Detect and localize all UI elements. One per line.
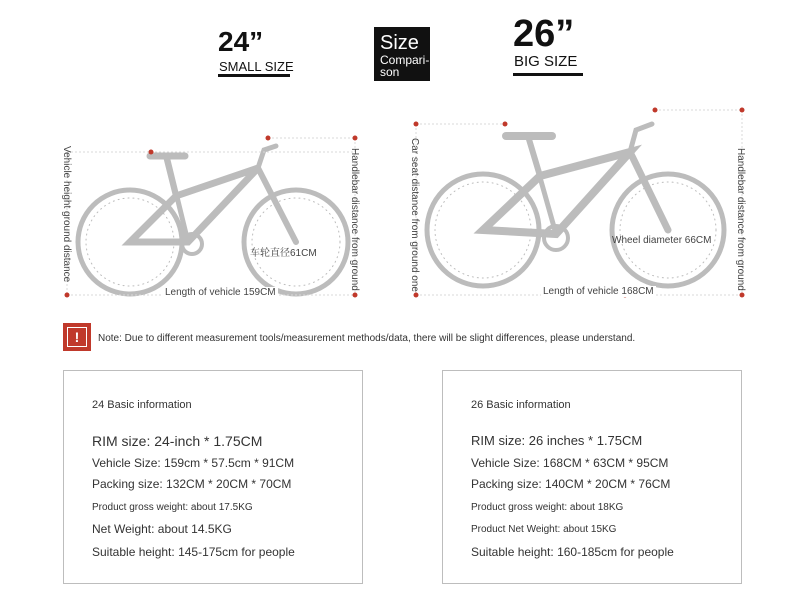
big-size-label: BIG SIZE	[514, 53, 578, 70]
suitable-height-24: Suitable height: 145-175cm for people	[92, 545, 295, 559]
comparison-line-2: Compari-	[380, 53, 430, 67]
small-size-label: SMALL SIZE	[219, 59, 294, 74]
vehicle-size-24: Vehicle Size: 159cm * 57.5cm * 91CM	[92, 456, 295, 470]
handlebar-distance-label-24: Handlebar distance from ground	[349, 148, 360, 291]
handlebar-distance-label-26: Handlebar distance from ground	[735, 148, 746, 291]
wheel-diameter-label-24: 车轮直径61CM	[250, 248, 317, 259]
vehicle-height-label: Vehicle height ground distance	[61, 146, 72, 283]
bike-26-icon	[427, 124, 724, 286]
net-weight-24: Net Weight: about 14.5KG	[92, 522, 232, 536]
vehicle-length-label-24: Length of vehicle 159CM	[165, 287, 276, 298]
gross-weight-26: Product gross weight: about 18KG	[471, 502, 624, 513]
comparison-line-3: son	[380, 65, 400, 79]
small-size-number: 24”	[218, 26, 264, 57]
rim-size-26: RIM size: 26 inches * 1.75CM	[471, 433, 643, 448]
measurement-note: Note: Due to different measurement tools/measurement methods/data, there will be slight differences, please understand.	[98, 333, 636, 344]
info-box-26	[442, 370, 742, 584]
packing-size-26: Packing size: 140CM * 20CM * 76CM	[471, 477, 671, 491]
packing-size-24: Packing size: 132CM * 20CM * 70CM	[92, 477, 292, 491]
vehicle-length-label-26: Length of vehicle 168CM	[543, 286, 654, 297]
seat-distance-label: Car seat distance from ground one	[409, 138, 420, 292]
comparison-line-1: Size	[380, 32, 419, 54]
info-box-24	[63, 370, 363, 584]
bike-24-icon	[78, 146, 348, 294]
big-size-number: 26”	[513, 13, 575, 55]
warning-icon: !	[63, 323, 91, 351]
wheel-diameter-label-26: Wheel diameter 66CM	[612, 235, 712, 246]
info-title-24: 24 Basic information	[92, 399, 192, 411]
vehicle-size-26: Vehicle Size: 168CM * 63CM * 95CM	[471, 456, 669, 470]
net-weight-26: Product Net Weight: about 15KG	[471, 524, 617, 535]
gross-weight-24: Product gross weight: about 17.5KG	[92, 502, 253, 513]
rim-size-24: RIM size: 24-inch * 1.75CM	[92, 433, 263, 449]
suitable-height-26: Suitable height: 160-185cm for people	[471, 545, 674, 559]
info-title-26: 26 Basic information	[471, 399, 571, 411]
